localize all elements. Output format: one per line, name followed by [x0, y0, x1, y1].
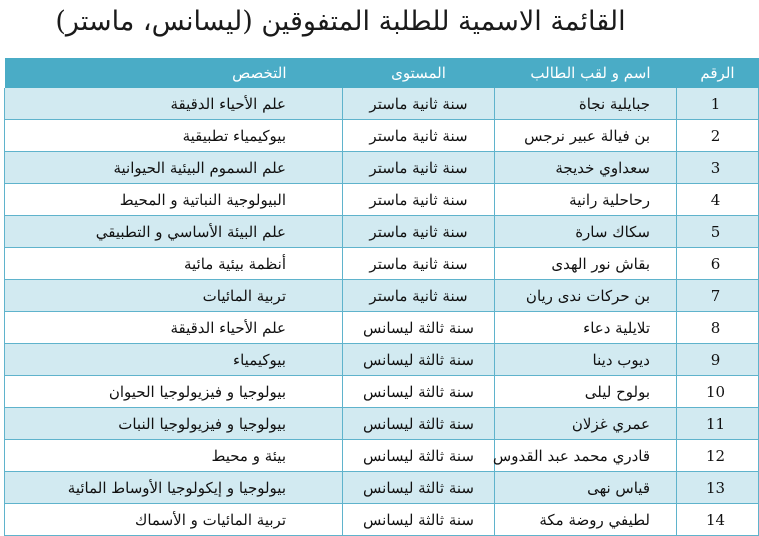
cell-name: بقاش نور الهدى: [495, 248, 677, 280]
cell-spec: بيولوجيا و إيكولوجيا الأوساط المائية: [5, 472, 343, 504]
cell-name: لطيفي روضة مكة: [495, 504, 677, 536]
table-row: [5, 472, 759, 504]
table-header-row: [5, 58, 759, 88]
cell-level: سنة ثانية ماستر: [343, 280, 495, 312]
cell-num: 8: [677, 312, 759, 344]
cell-num: 5: [677, 216, 759, 248]
cell-level: سنة ثالثة ليسانس: [343, 312, 495, 344]
students-table: [4, 58, 759, 536]
header-name: اسم و لقب الطالب: [495, 58, 677, 88]
cell-level: سنة ثالثة ليسانس: [343, 472, 495, 504]
table-row: [5, 216, 759, 248]
header-num: الرقم: [677, 58, 759, 88]
cell-level: سنة ثالثة ليسانس: [343, 440, 495, 472]
cell-level: سنة ثالثة ليسانس: [343, 504, 495, 536]
cell-level: سنة ثانية ماستر: [343, 248, 495, 280]
cell-level: سنة ثانية ماستر: [343, 184, 495, 216]
cell-num: 9: [677, 344, 759, 376]
cell-num: 2: [677, 120, 759, 152]
table-row: [5, 440, 759, 472]
cell-spec: البيولوجية النباتية و المحيط: [5, 184, 343, 216]
cell-level: سنة ثانية ماستر: [343, 152, 495, 184]
cell-name: رحاحلية رانية: [495, 184, 677, 216]
cell-name: جبايلية نجاة: [495, 88, 677, 120]
cell-num: 4: [677, 184, 759, 216]
cell-spec: أنظمة بيئية مائية: [5, 248, 343, 280]
cell-level: سنة ثانية ماستر: [343, 216, 495, 248]
table-row: [5, 504, 759, 536]
cell-num: 12: [677, 440, 759, 472]
cell-spec: علم الأحياء الدقيقة: [5, 88, 343, 120]
cell-num: 6: [677, 248, 759, 280]
cell-level: سنة ثالثة ليسانس: [343, 376, 495, 408]
cell-num: 13: [677, 472, 759, 504]
table-row: [5, 376, 759, 408]
cell-level: سنة ثالثة ليسانس: [343, 344, 495, 376]
cell-spec: علم الأحياء الدقيقة: [5, 312, 343, 344]
table-row: [5, 152, 759, 184]
cell-name: قادري محمد عبد القدوس: [495, 440, 677, 472]
cell-name: سكاك سارة: [495, 216, 677, 248]
table-row: [5, 248, 759, 280]
cell-name: قياس نهى: [495, 472, 677, 504]
table-row: [5, 408, 759, 440]
header-spec: التخصص: [5, 58, 343, 88]
cell-num: 3: [677, 152, 759, 184]
cell-num: 14: [677, 504, 759, 536]
cell-name: سعداوي خديجة: [495, 152, 677, 184]
cell-spec: بيئة و محيط: [5, 440, 343, 472]
cell-name: بولوح ليلى: [495, 376, 677, 408]
cell-spec: علم البيئة الأساسي و التطبيقي: [5, 216, 343, 248]
cell-level: سنة ثانية ماستر: [343, 120, 495, 152]
table-row: [5, 312, 759, 344]
table-row: [5, 120, 759, 152]
page-title: القائمة الاسمية للطلبة المتفوقين (ليسانس، ماستر): [55, 6, 626, 37]
header-level: المستوى: [343, 58, 495, 88]
table-row: [5, 344, 759, 376]
cell-spec: بيولوجيا و فيزيولوجيا النبات: [5, 408, 343, 440]
cell-num: 10: [677, 376, 759, 408]
cell-num: 1: [677, 88, 759, 120]
cell-name: بن حركات ندى ريان: [495, 280, 677, 312]
cell-name: ديوب دينا: [495, 344, 677, 376]
cell-name: بن فيالة عبير نرجس: [495, 120, 677, 152]
cell-name: عمري غزلان: [495, 408, 677, 440]
cell-spec: تربية المائيات و الأسماك: [5, 504, 343, 536]
cell-spec: بيولوجيا و فيزيولوجيا الحيوان: [5, 376, 343, 408]
cell-spec: بيوكيمياء: [5, 344, 343, 376]
table-row: [5, 184, 759, 216]
cell-num: 7: [677, 280, 759, 312]
cell-name: تلايلية دعاء: [495, 312, 677, 344]
table-row: [5, 88, 759, 120]
cell-level: سنة ثانية ماستر: [343, 88, 495, 120]
table-row: [5, 280, 759, 312]
cell-num: 11: [677, 408, 759, 440]
cell-spec: علم السموم البيئية الحيوانية: [5, 152, 343, 184]
cell-spec: بيوكيمياء تطبيقية: [5, 120, 343, 152]
cell-level: سنة ثالثة ليسانس: [343, 408, 495, 440]
cell-spec: تربية المائيات: [5, 280, 343, 312]
